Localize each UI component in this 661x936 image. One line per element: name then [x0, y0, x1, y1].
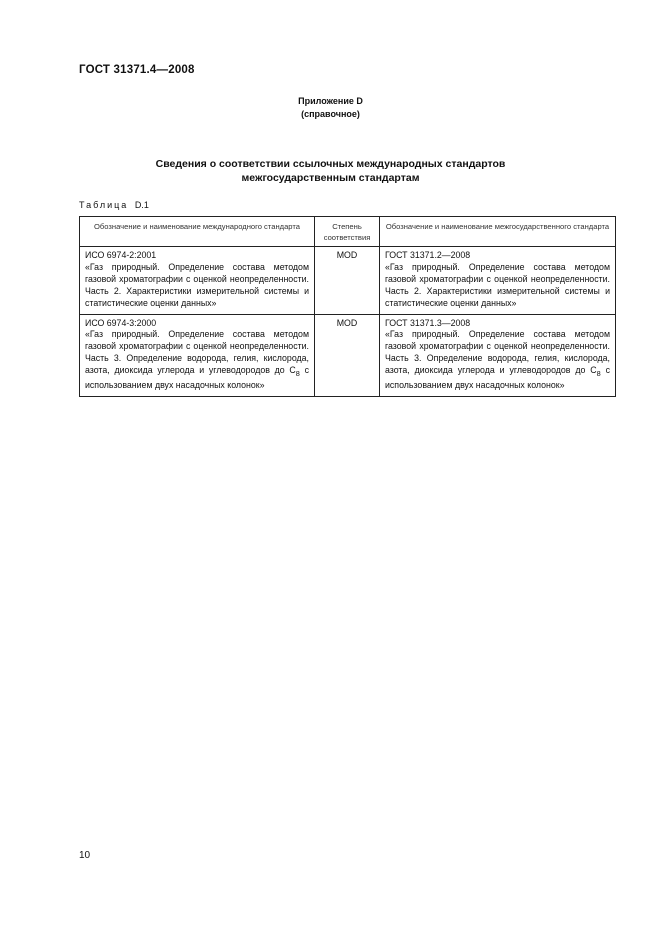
interstate-standard-name-text: «Газ природный. Определение состава методом газовой хроматографии с оценкой неопределенности. Часть 3. Определение водорода, гелия, кислорода, азота, диоксида углерода и углеводородов до C	[385, 329, 610, 376]
section-title	[0, 157, 661, 185]
section-title-line-1: Сведения о соответствии ссылочных международных стандартов	[155, 158, 506, 170]
appendix-type: (справочное)	[301, 109, 360, 119]
cell-degree: MOD	[315, 314, 380, 396]
interstate-standard-code: ГОСТ 31371.3—2008	[385, 317, 471, 328]
international-standard-code: ИСО 6974-2:2001	[85, 250, 157, 260]
cell-degree: MOD	[315, 247, 380, 315]
table-row	[80, 247, 616, 315]
page-number: 10	[79, 850, 91, 861]
table-caption	[79, 200, 149, 210]
international-standard-code: ИСО 6974-3:2000	[85, 317, 157, 328]
cell-interstate-standard	[380, 247, 616, 315]
section-title-line-2: межгосударственным стандартам	[241, 172, 420, 184]
header-interstate-standard: Обозначение и наименование межгосударственного стандарта	[380, 217, 616, 247]
table-row	[80, 314, 616, 396]
cell-international-standard	[80, 247, 315, 315]
international-standard-name-text: «Газ природный. Определение состава методом газовой хроматографии с оценкой неопределенности. Часть 3. Определение водорода, гелия, кислорода, азота, диоксида углерода и углеводородов до C	[85, 329, 309, 376]
header-international-standard: Обозначение и наименование международного стандарта	[80, 217, 315, 247]
interstate-standard-name-tail: с использованием двух насадочных колонок»	[385, 365, 610, 390]
table-caption-number: D.1	[134, 200, 149, 210]
header-degree-of-correspondence: Степень соответствия	[315, 217, 380, 247]
interstate-standard-name: «Газ природный. Определение состава методом газовой хроматографии с оценкой неопределенности. Часть 2. Характеристики измерительной системы и статистические оценки данных»	[385, 261, 610, 308]
table-header-row	[80, 217, 616, 247]
carbon-number-subscript: 8	[596, 368, 601, 378]
international-standard-name	[85, 329, 309, 391]
interstate-standard-code: ГОСТ 31371.2—2008	[385, 250, 471, 260]
international-standard-name-tail: с использованием двух насадочных колонок»	[85, 365, 310, 390]
cell-interstate-standard	[380, 314, 616, 396]
appendix-heading	[0, 95, 661, 121]
table-caption-word: Таблица	[79, 200, 129, 210]
appendix-label: Приложение D	[298, 96, 363, 106]
carbon-number-subscript: 8	[295, 368, 300, 378]
international-standard-name: «Газ природный. Определение состава методом газовой хроматографии с оценкой неопределенности. Часть 2. Характеристики измерительной системы и статистические оценки данных»	[85, 261, 309, 308]
correspondence-table	[79, 216, 616, 397]
cell-international-standard	[80, 314, 315, 396]
page-header-doc-number: ГОСТ 31371.4—2008	[79, 64, 195, 76]
interstate-standard-name	[385, 329, 610, 391]
